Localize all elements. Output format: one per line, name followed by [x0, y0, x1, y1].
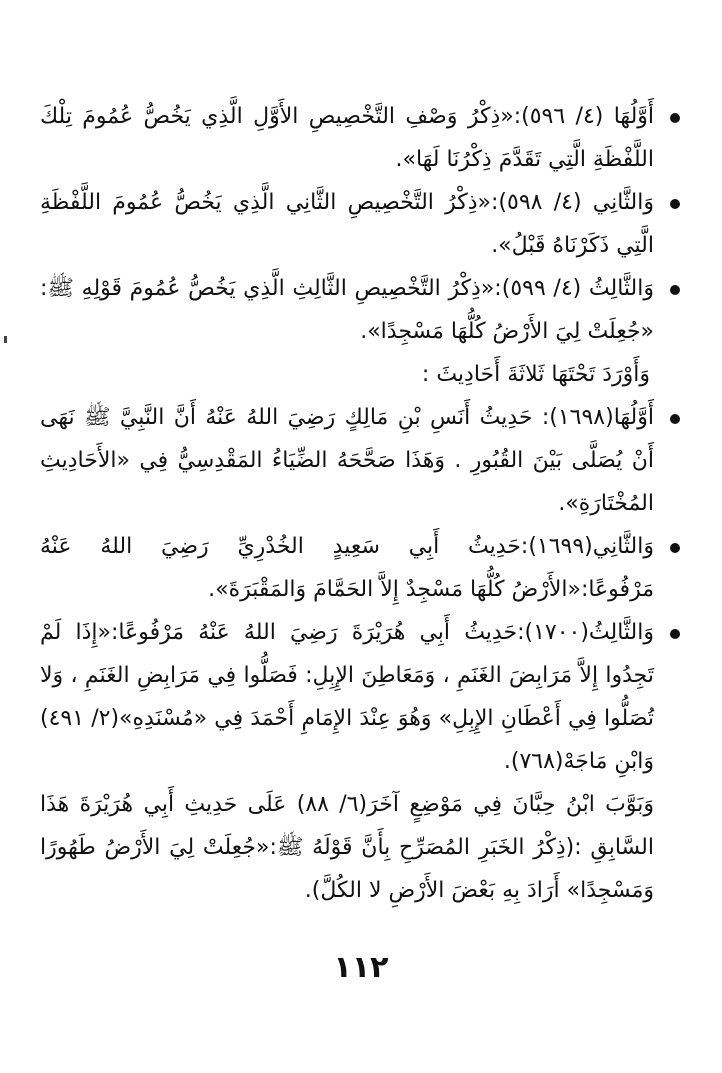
bullet-dot: [670, 629, 680, 639]
plain-paragraph-closing: [40, 783, 680, 912]
bullet-paragraph-4: [40, 396, 680, 525]
paragraph-text: وَالثَّالِثُ (٤/ ٥٩٩):«ذِكْرُ التَّخْصِيصِ الثَّالِثِ الَّذِي يَخُصُّ عُمُومَ قَوْلِهِ ﷺ: «جُعِلَتْ لِيَ الأَرْضُ كُلُّهَا مَسْجِدًا».: [40, 276, 654, 344]
bullet-dot: [670, 414, 680, 424]
bullet-paragraph-5: [40, 525, 680, 611]
paragraph-text: أَوَّلُهَا(١٦٩٨): حَدِيثُ أَنَسِ بْنِ مَالِكٍ رَضِيَ اللهُ عَنْهُ أَنَّ النَّبِيَّ ﷺ نَهَى أَنْ يُصَلَّى بَيْنَ القُبُورِ . وَهَذَا صَحَّحَهُ الضِّيَاءُ المَقْدِسِيُّ فِي «الأَحَادِيثِ المُخْتَارَةِ».: [40, 405, 654, 516]
bullet-paragraph-3: [40, 267, 680, 353]
bullet-dot: [670, 113, 680, 123]
bullet-dot: [670, 285, 680, 295]
paragraph-text: وَالثَّالِثُ(١٧٠٠):حَدِيثُ أَبِي هُرَيْرَةَ رَضِيَ اللهُ عَنْهُ مَرْفُوعًا:«إِذَا لَمْ تَجِدُوا إِلاَّ مَرَابِضَ الغَنَمِ ، وَمَعَاطِنَ الإِبِلِ: فَصَلُّوا فِي مَرَابِضِ الغَنَمِ ، وَلا تُصَلُّوا فِي أَعْطَانِ الإِبِلِ» وَهُوَ عِنْدَ الإِمَامِ أَحْمَدَ فِي «مُسْنَدِهِ»(٢/ ٤٩١) وَابْنِ مَاجَهْ(٧٦٨).: [40, 620, 655, 774]
page-number: ١١٢: [333, 950, 389, 985]
scan-edge-mark: [4, 336, 7, 343]
paragraph-text: أَوَّلُهَا (٤/ ٥٩٦):«ذِكْرُ وَصْفِ التَّخْصِيصِ الأَوَّلِ الَّذِي يَخُصُّ عُمُومَ تِلْكَ اللَّفْظَةِ الَّتِي تَقَدَّمَ ذِكْرُنَا لَهَا».: [40, 104, 655, 172]
bullet-paragraph-6: [40, 611, 680, 783]
paragraph-text: وَالثَّانِي (٤/ ٥٩٨):«ذِكْرُ التَّخْصِيصِ الثَّانِي الَّذِي يَخُصُّ عُمُومَ اللَّفْظَةِ الَّتِي ذَكَرْنَاهُ قَبْلُ».: [40, 190, 654, 258]
paragraph-text: وَأَوْرَدَ تَحْتَهَا ثَلاثَةَ أَحَادِيثَ :: [421, 362, 650, 387]
plain-paragraph-intro: [40, 353, 680, 396]
bullet-paragraph-2: [40, 181, 680, 267]
paragraph-text: وَبَوَّبَ ابْنُ حِبَّانَ فِي مَوْضِعٍ آخَرَ(٦/ ٨٨) عَلَى حَدِيثِ أَبِي هُرَيْرَةَ هَذَا السَّابِقِ :(ذِكْرُ الخَبَرِ المُصَرِّحِ بِأَنَّ قَوْلَهُ ﷺ:«جُعِلَتْ لِيَ الأَرْضُ طَهُورًا وَمَسْجِدًا» أَرَادَ بِهِ بَعْضَ الأَرْضِ لا الكُلَّ).: [40, 792, 655, 903]
bullet-dot: [670, 199, 680, 209]
bullet-paragraph-1: [40, 95, 680, 181]
paragraph-text: وَالثَّانِي(١٦٩٩):حَدِيثُ أَبِي سَعِيدٍ الخُدْرِيِّ رَضِيَ اللهُ عَنْهُ مَرْفُوعًا:«الأَرْضُ كُلُّهَا مَسْجِدٌ إِلاَّ الحَمَّامَ وَالمَقْبَرَةَ».: [40, 534, 654, 602]
bullet-dot: [670, 543, 680, 553]
page-body: [40, 95, 680, 912]
